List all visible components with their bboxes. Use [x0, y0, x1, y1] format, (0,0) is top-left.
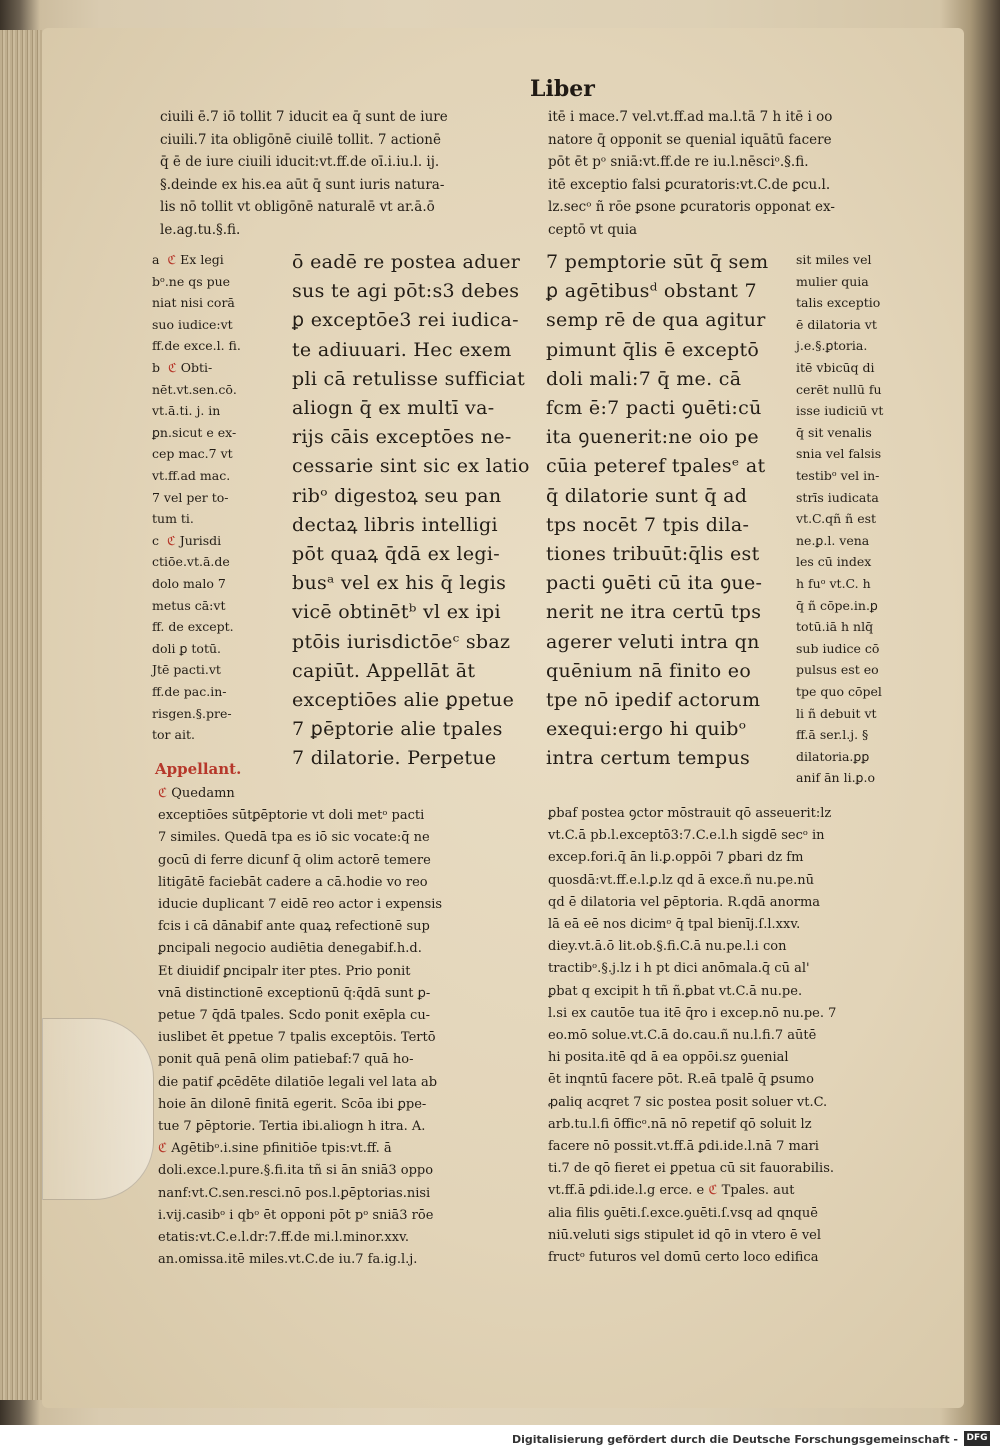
top-left-line: §.deinde ex his.ea aūt q̄ sunt iuris natura- — [160, 176, 445, 193]
bottom-right-line: ꝑbaf postea ꝯctor mōstrauit qō asseuerit:lz — [548, 806, 832, 821]
bottom-left-line: exceptiōes sūtꝑēptorie vt doli metᵒ pacti — [158, 808, 425, 824]
margin-right-line: li ñ debuit vt — [796, 705, 877, 721]
bottom-right-line: l.si ex cautōe tua itē q̄ro i excep.nō nu.pe. 7 — [548, 1005, 837, 1021]
top-right-line: lz.secᵒ ñ rōe ꝑsone ꝑcuratoris opponat ex- — [548, 199, 835, 215]
margin-right-line: itē vbicūq di — [796, 360, 875, 375]
dfg-logo: DFG — [964, 1431, 990, 1446]
margin-left-line: 7 vel per to- — [152, 489, 229, 505]
col-b-line: doli mali:7 q̄ me. cā — [546, 367, 742, 390]
margin-right-line: mulier quia — [796, 273, 869, 289]
bottom-left-line: petue 7 q̄dā tpales. Scdo ponit exēpla cu- — [158, 1008, 431, 1023]
margin-right-line: ne.ꝑ.l. vena — [796, 532, 870, 548]
margin-right-line: anif ān li.ꝑ.o — [796, 770, 875, 786]
bottom-left-line: iuslibet ēt ꝑpetue 7 tpalis exceptōis. Tertō — [158, 1030, 436, 1046]
margin-right-line: q̄ ñ cōpe.in.ꝑ — [796, 597, 878, 613]
bottom-left-line: gocū di ferre dicunf q̄ olim actorē temere — [158, 852, 431, 868]
bottom-right-line: arb.tu.l.fi ōfficᵒ.nā nō repetif qō soluit lz — [548, 1116, 812, 1132]
bottom-right-line: vt.ff.ā ꝑdi.ide.l.g erce. e ℭ Tpales. aut — [548, 1183, 795, 1199]
col-b-line: pacti ꝯuēti cū ita ꝯue- — [546, 572, 763, 595]
col-b-line: cūia peteref tpalesᵉ at — [546, 455, 766, 478]
bottom-right-line: excep.fori.q̄ ān li.ꝑ.oppōi 7 ꝑbari dz fm — [548, 850, 804, 866]
bottom-left-line: iducie duplicant 7 eidē reo actor i expensis — [158, 897, 443, 912]
bottom-left-line: vnā distinctionē exceptionū q̄:q̄dā sunt ꝑ- — [158, 985, 431, 1001]
margin-right-line: pulsus est eo — [796, 662, 879, 678]
bottom-left-line: etatis:vt.C.e.l.dr:7.ff.de mi.l.minor.xxv. — [158, 1230, 410, 1245]
col-a-line: 7 dilatorie. Perpetue — [292, 747, 497, 770]
margin-left-line: vt.ff.ad mac. — [152, 468, 231, 483]
col-a-line: cessarie sint sic ex latio — [292, 455, 530, 478]
bottom-left-line: doli.exce.l.pure.§.fi.ita tñ si ān sniā3 oppo — [158, 1163, 434, 1179]
margin-right-line: les cū index — [796, 554, 872, 570]
margin-right-line: strīs iudicata — [796, 489, 879, 505]
margin-right-line: sub iudice cō — [796, 640, 880, 656]
margin-right-line: testibᵒ vel in- — [796, 468, 880, 483]
paragraph-mark: ℭ — [167, 252, 177, 267]
top-right-line: ceptō vt quia — [548, 221, 638, 238]
margin-left-line: cep mac.7 vt — [152, 446, 233, 462]
margin-right-line: sit miles vel — [796, 252, 872, 267]
bottom-left-line: fcis i cā dānabif ante quaꝝ refectionē sup — [158, 919, 430, 935]
paragraph-mark: ℭ — [708, 1183, 718, 1199]
col-a-line: pli cā retulisse sufficiat — [292, 367, 526, 390]
margin-left-line: vt.ā.ti. j. in — [152, 403, 221, 419]
bottom-right-line: ti.7 de qō fieret ei ꝑpetua cū sit fauorabilis. — [548, 1161, 834, 1177]
col-a-line: rijs cāis exceptōes ne- — [292, 426, 512, 449]
margin-left-line: bᵒ.ne qs pue — [152, 273, 231, 289]
col-b-line: quēnium nā finito eo — [546, 659, 752, 682]
bottom-left-line: ꝑncipali negocio audiētia denegabif.h.d. — [158, 941, 422, 957]
bottom-left-line: nanf:vt.C.sen.resci.nō pos.l.ꝑēptorias.nisi — [158, 1185, 431, 1201]
col-a-line: te adiuuari. Hec exem — [292, 338, 512, 361]
margin-right-line: talis exceptio — [796, 295, 881, 311]
bottom-right-line: hi posita.itē qd ā ea oppōi.sz ꝯuenial — [548, 1050, 789, 1066]
col-b-line: tiones tribuūt:q̄lis est — [546, 543, 760, 565]
margin-right-line: snia vel falsis — [796, 446, 882, 462]
margin-left-line: a ℭ Ex legi — [152, 252, 224, 267]
margin-left-line: niat nisi corā — [152, 295, 235, 311]
margin-right-line: totū.iā h nlq̄ — [796, 619, 874, 635]
rubric-appellant: Appellant. — [155, 760, 242, 778]
bottom-right-line: fructᵒ futuros vel domū certo loco edifica — [548, 1250, 819, 1265]
bottom-left-line: ℭ Quedamn — [158, 786, 235, 801]
col-b-line: nerit ne itra certū tps — [546, 601, 762, 624]
bottom-left-line: litigātē faciebāt cadere a cā.hodie vo reo — [158, 874, 428, 890]
bottom-left-line: 7 similes. Quedā tpa es iō sic vocate:q̄ ne — [158, 830, 430, 846]
col-a-line: ribᵒ digestoꝝ seu pan — [292, 484, 502, 507]
col-a-line: 7 ꝑēptorie alie tpales — [292, 718, 503, 741]
col-b-line: intra certum tempus — [546, 747, 751, 770]
margin-left-line: ff.de pac.in- — [152, 684, 227, 699]
col-a-line: sus te agi pōt:s3 debes — [292, 280, 520, 303]
bottom-right-line: lā eā eē nos dicimᵒ q̄ tpal bienīj.ſ.l.xxv. — [548, 917, 801, 932]
top-left-line: q̄ ē de iure ciuili iducit:vt.ff.de oī.i.iu.l. ij. — [160, 154, 440, 170]
margin-left-line: c ℭ Jurisdi — [152, 532, 222, 548]
paragraph-mark: ℭ — [167, 360, 177, 375]
margin-right-line: ē dilatoria vt — [796, 316, 877, 332]
margin-left-line: b ℭ Obti- — [152, 360, 213, 375]
margin-left-line: Jtē pacti.vt — [152, 662, 221, 678]
footer-bar — [0, 1425, 1000, 1454]
bottom-right-line: ꝓaliq acqret 7 sic postea posit soluer vt.C. — [548, 1094, 828, 1110]
col-a-line: ō eadē re postea aduer — [292, 251, 521, 273]
top-right-line: itē i mace.7 vel.vt.ff.ad ma.l.tā 7 h itē i oo — [548, 109, 833, 125]
bottom-left-line: ponit quā penā olim patiebaf:7 quā ho- — [158, 1052, 414, 1068]
col-b-line: ꝑ agētibusᵈ obstant 7 — [546, 280, 757, 303]
margin-left-line: suo iudice:vt — [152, 316, 233, 332]
bottom-left-line: hoie ān dilonē finitā egerit. Scōa ibi ꝑpe- — [158, 1096, 427, 1112]
margin-left-line: risgen.§.pre- — [152, 705, 232, 721]
col-a-line: ptōis iurisdictōeᶜ sbaz — [292, 630, 511, 653]
margin-left-line: ꝑn.sicut e ex- — [152, 424, 237, 440]
margin-left-line: tum ti. — [152, 511, 194, 527]
col-b-line: fcm ē:7 pacti ꝯuēti:cū — [546, 397, 762, 419]
col-b-line: pimunt q̄lis ē exceptō — [546, 338, 760, 361]
bottom-right-line: ēt inqntū facere pōt. R.eā tpalē q̄ ꝑsumo — [548, 1072, 814, 1088]
margin-left-line: nēt.vt.sen.cō. — [152, 381, 237, 397]
bottom-right-line: eo.mō solue.vt.C.ā do.cau.ñ nu.l.fi.7 aūtē — [548, 1028, 817, 1043]
margin-left-line: ff.de exce.l. fi. — [152, 338, 241, 354]
paragraph-mark: ℭ — [158, 786, 168, 801]
bookmark-tab — [42, 1018, 154, 1200]
bottom-right-line: vt.C.ā pb.l.exceptō3:7.C.e.l.h sigdē secᵒ in — [548, 828, 825, 844]
bottom-right-line: tractibᵒ.§.j.lz i h pt dici anōmala.q̄ cū al' — [548, 961, 810, 977]
col-a-line: capiūt. Appellāt āt — [292, 659, 476, 682]
col-a-line: dectaꝝ libris intelligi — [292, 513, 498, 536]
col-a-line: ꝑ exceptōe3 rei iudica- — [292, 309, 519, 332]
margin-right-line: tpe quo cōpel — [796, 684, 882, 699]
bottom-left-line: Et diuidif ꝑncipalr iter ptes. Prio ponit — [158, 963, 411, 979]
top-right-line: natore q̄ opponit se quenial iquātū facere — [548, 131, 832, 148]
bottom-right-line: alia filis ꝯuēti.ſ.exce.ꝯuēti.ſ.vsq ad qnquē — [548, 1205, 818, 1221]
col-b-line: ita ꝯuenerit:ne oio pe — [546, 426, 759, 449]
col-a-line: exceptiōes alie ꝑpetue — [292, 689, 515, 711]
paragraph-mark: ℭ — [158, 1141, 168, 1157]
bottom-right-line: ꝑbat q excipit h tñ ñ.ꝑbat vt.C.ā nu.pe. — [548, 983, 803, 999]
margin-right-line: vt.C.qñ ñ est — [796, 511, 877, 527]
margin-left-line: tor ait. — [152, 727, 195, 743]
margin-right-line: isse iudiciū vt — [796, 403, 884, 419]
margin-right-line: j.e.§.ꝑtoria. — [796, 338, 868, 354]
col-b-line: semp rē de qua agitur — [546, 309, 766, 332]
bottom-left-line: die patif ꝓcēdēte dilatiōe legali vel lata ab — [158, 1074, 438, 1090]
top-left-line: ciuili ē.7 iō tollit 7 iducit ea q̄ sunt de iure — [160, 109, 448, 125]
col-a-line: busᵃ vel ex his q̄ legis — [292, 572, 507, 595]
bottom-right-line: quosdā:vt.ff.e.l.ꝑ.lz qd ā exce.ñ nu.pe.nū — [548, 872, 814, 888]
col-b-line: agerer veluti intra qn — [546, 630, 760, 653]
col-b-line: exequi:ergo hi quibᵒ — [546, 718, 747, 741]
top-left-line: le.ag.tu.§.fi. — [160, 221, 241, 238]
bottom-right-line: qd ē dilatoria vel ꝑēptoria. R.qdā anorma — [548, 894, 821, 910]
bottom-right-line: facere nō possit.vt.ff.ā ꝑdi.ide.l.nā 7 mari — [548, 1139, 819, 1154]
top-right-line: itē exceptio falsi ꝑcuratoris:vt.C.de ꝑcu.l. — [548, 176, 831, 193]
col-b-line: tpe nō ipedif actorum — [546, 689, 761, 711]
margin-left-line: metus cā:vt — [152, 597, 226, 613]
margin-left-line: ff. de except. — [152, 619, 234, 635]
bottom-left-line: an.omissa.itē miles.vt.C.de iu.7 fa.ig.l.j. — [158, 1252, 418, 1268]
bottom-right-line: niū.veluti sigs stipulet id qō in vtero ē vel — [548, 1227, 822, 1243]
bottom-left-line: ℭ Agētibᵒ.i.sine pfinitiōe tpis:vt.ff. ā — [158, 1141, 392, 1157]
col-a-line: vicē obtinētᵇ vl ex ipi — [292, 601, 501, 624]
margin-right-line: cerēt nullū fu — [796, 381, 882, 397]
top-right-line: pōt ēt pᵒ sniā:vt.ff.de re iu.l.nēsciᵒ.§.fi. — [548, 154, 809, 170]
margin-left-line: ctiōe.vt.ā.de — [152, 554, 230, 570]
margin-right-line: dilatoria.ꝑꝑ — [796, 748, 870, 764]
top-left-line: lis nō tollit vt obligōnē naturalē vt ar.ā.ō — [160, 199, 435, 215]
col-b-line: 7 pemptorie sūt q̄ sem — [546, 251, 769, 273]
col-a-line: pōt quaꝝ q̄dā ex legi- — [292, 543, 500, 565]
page-edges — [0, 30, 42, 1400]
margin-left-line: doli ꝑ totū. — [152, 640, 222, 656]
col-b-line: q̄ dilatorie sunt q̄ ad — [546, 484, 748, 507]
bottom-left-line: tue 7 ꝑēptorie. Tertia ibi.aliogn h itra. A. — [158, 1119, 426, 1134]
col-a-line: aliogn q̄ ex multī va- — [292, 397, 495, 419]
margin-right-line: q̄ sit venalis — [796, 424, 872, 440]
margin-right-line: h fuᵒ vt.C. h — [796, 576, 871, 591]
margin-right-line: ff.ā ser.l.j. § — [796, 727, 869, 743]
bottom-right-line: diey.vt.ā.ō lit.ob.§.fi.C.ā nu.pe.l.i con — [548, 939, 787, 955]
paragraph-mark: ℭ — [166, 532, 176, 548]
bottom-left-line: i.vij.casibᵒ i qbᵒ ēt opponi pōt pᵒ sniā3 rōe — [158, 1207, 434, 1223]
margin-left-line: dolo malo 7 — [152, 576, 226, 591]
footer-credit: Digitalisierung gefördert durch die Deutsche Forschungsgemeinschaft - — [511, 1433, 958, 1446]
page-header: Liber — [530, 76, 595, 102]
top-left-line: ciuili.7 ita obligōnē ciuilē tollit. 7 actionē — [160, 131, 441, 148]
col-b-line: tps nocēt 7 tpis dila- — [546, 513, 750, 536]
